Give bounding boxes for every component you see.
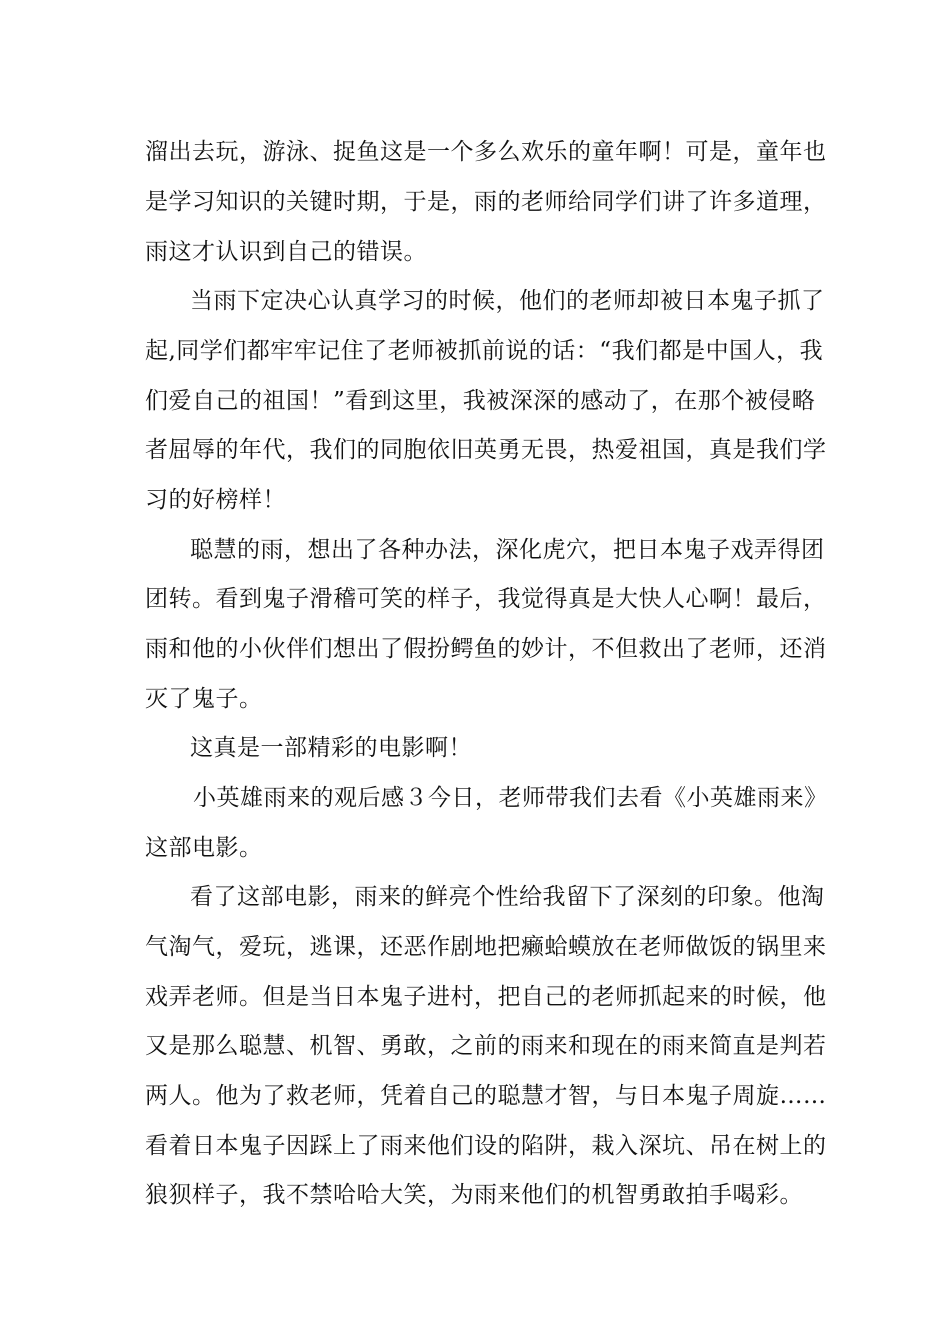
text-line: 戏弄老师。但是当日本鬼子进村，把自己的老师抓起来的时候，他 <box>145 984 827 1010</box>
text-line: 两人。他为了救老师，凭着自己的聪慧才智，与日本鬼子周旋…… <box>145 1083 827 1109</box>
text-line: 团转。看到鬼子滑稽可笑的样子，我觉得真是大快人心啊！最后， <box>145 586 827 612</box>
paragraph-first-line: 小英雄雨来的观后感３今日，老师带我们去看《小英雄雨来》 <box>193 785 828 811</box>
text-line: 灭了鬼子。 <box>145 686 263 712</box>
text-line: 是学习知识的关键时期，于是，雨的老师给同学们讲了许多道理， <box>145 189 827 215</box>
text-line: 起,同学们都牢牢记住了老师被抓前说的话：“我们都是中国人，我 <box>145 338 824 364</box>
text-line: 雨和他的小伙伴们想出了假扮鳄鱼的妙计，不但救出了老师，还消 <box>145 636 827 662</box>
text-line: 气淘气，爱玩，逃课，还恶作剧地把癞蛤蟆放在老师做饭的锅里来 <box>145 934 827 960</box>
paragraph-first-line: 看了这部电影，雨来的鲜亮个性给我留下了深刻的印象。他淘 <box>190 884 825 910</box>
text-line: 习的好榜样！ <box>145 487 286 513</box>
text-line: 们爱自己的祖国！”看到这里，我被深深的感动了，在那个被侵略 <box>145 388 816 414</box>
text-line: 雨这才认识到自己的错误。 <box>145 239 427 265</box>
paragraph-first-line: 聪慧的雨，想出了各种办法，深化虎穴，把日本鬼子戏弄得团 <box>190 537 825 563</box>
text-line: 看着日本鬼子因踩上了雨来他们设的陷阱，栽入深坑、吊在树上的 <box>145 1133 827 1159</box>
text-line: 又是那么聪慧、机智、勇敢，之前的雨来和现在的雨来简直是判若 <box>145 1033 827 1059</box>
paragraph-first-line: 当雨下定决心认真学习的时候，他们的老师却被日本鬼子抓了 <box>190 288 825 314</box>
text-line: 狼狈样子，我不禁哈哈大笑，为雨来他们的机智勇敢拍手喝彩。 <box>145 1182 803 1208</box>
text-line: 这部电影。 <box>145 835 263 861</box>
paragraph-first-line: 这真是一部精彩的电影啊！ <box>190 735 472 761</box>
text-line: 溜出去玩，游泳、捉鱼这是一个多么欢乐的童年啊！可是，童年也 <box>145 139 827 165</box>
text-line: 者屈辱的年代，我们的同胞依旧英勇无畏，热爱祖国，真是我们学 <box>145 437 827 463</box>
